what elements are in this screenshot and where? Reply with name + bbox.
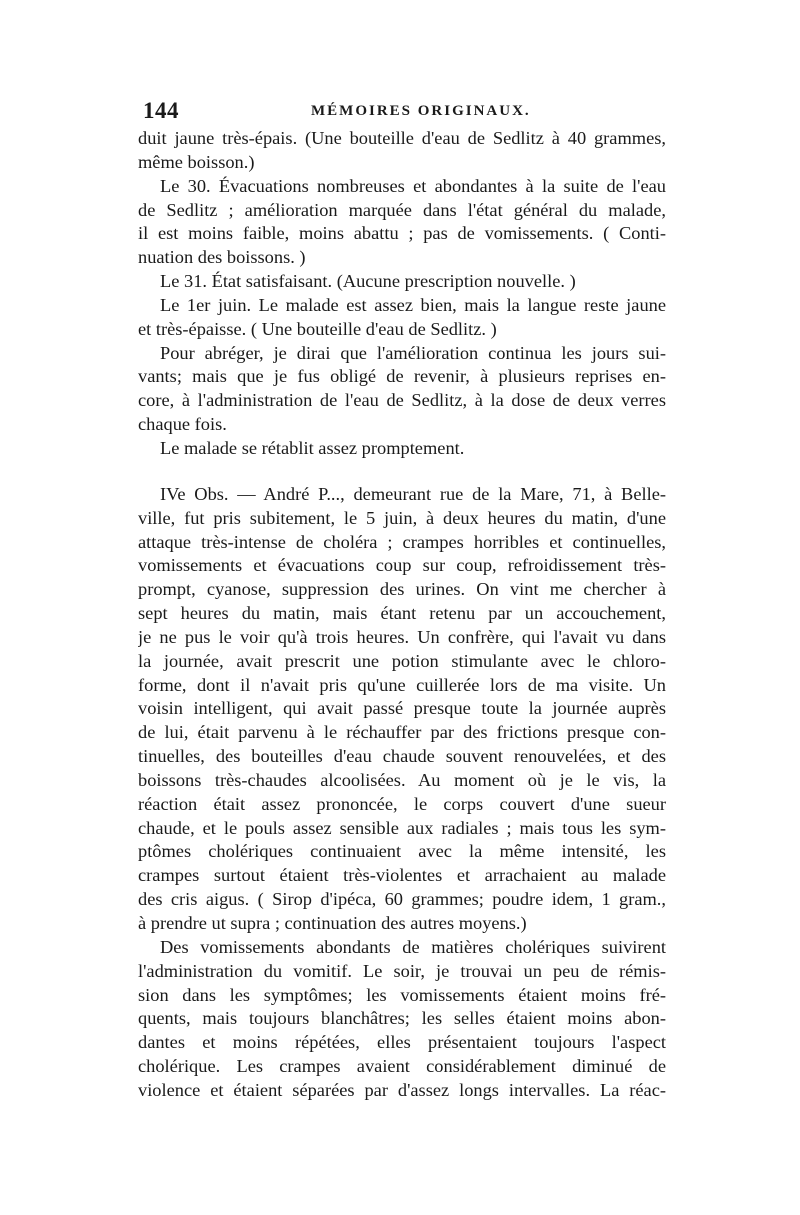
- text-line: Des vomissements abondants de matières cholériques suivirent: [160, 936, 666, 957]
- text-line: je ne pus le voir qu'à trois heures. Un confrère, qui l'avait vu dans: [138, 626, 666, 647]
- text-line: attaque très-intense de choléra ; crampes horribles et continuelles,: [138, 531, 666, 552]
- text-line: même boisson.): [138, 151, 255, 172]
- running-head: MÉMOIRES ORIGINAUX.: [311, 103, 531, 119]
- paragraph-pour-abreger: [138, 342, 666, 437]
- text-line: cholérique. Les crampes avaient considérablement diminué de: [138, 1056, 666, 1077]
- paragraph-observation-iv: [138, 483, 666, 936]
- text-line: ptômes cholériques continuaient avec la même intensité, les: [138, 841, 666, 862]
- text-line: IVe Obs. — André P..., demeurant rue de la Mare, 71, à Belle-: [160, 483, 666, 504]
- body-text: [138, 127, 666, 1103]
- text-line: réaction était assez prononcée, le corps couvert d'une sueur: [138, 793, 666, 814]
- text-line: voisin intelligent, qui avait passé presque toute la journée auprès: [138, 698, 666, 719]
- text-line: sion dans les symptômes; les vomissements étaient moins fré-: [138, 984, 666, 1005]
- text-line: Le 30. Évacuations nombreuses et abondantes à la suite de l'eau: [160, 175, 666, 196]
- text-line: tinuelles, des bouteilles d'eau chaude souvent renouvelées, et des: [138, 746, 666, 767]
- text-line: il est moins faible, moins abattu ; pas de vomissements. ( Conti-: [138, 223, 666, 244]
- text-line: de lui, était parvenu à le réchauffer par des frictions presque con-: [138, 722, 666, 743]
- page-number: 144: [143, 98, 179, 123]
- text-line: forme, dont il n'avait pris qu'une cuillerée lors de ma visite. Un: [138, 674, 666, 695]
- text-line: à prendre ut supra ; continuation des autres moyens.): [138, 913, 527, 933]
- text-line: Le 31. État satisfaisant. (Aucune prescription nouvelle. ): [160, 271, 576, 292]
- text-line: l'administration du vomitif. Le soir, je trouvai un peu de rémis-: [138, 960, 666, 981]
- text-line: nuation des boissons. ): [138, 247, 306, 268]
- text-line: crampes surtout étaient très-violentes et arrachaient au malade: [138, 865, 666, 886]
- text-line: Le malade se rétablit assez promptement.: [160, 437, 465, 458]
- section-gap: [138, 461, 666, 483]
- text-line: sept heures du matin, mais étant retenu par un accouchement,: [138, 603, 666, 624]
- text-line: et très-épaisse. ( Une bouteille d'eau de Sedlitz. ): [138, 318, 497, 339]
- text-line: quents, mais toujours blanchâtres; les selles étaient moins abon-: [138, 1008, 666, 1029]
- text-line: de Sedlitz ; amélioration marquée dans l'état général du malade,: [138, 199, 666, 220]
- paragraph-le-1er-juin: [138, 294, 666, 342]
- text-line: duit jaune très-épais. (Une bouteille d'eau de Sedlitz à 40 grammes,: [138, 128, 666, 148]
- text-line: prompt, cyanose, suppression des urines. On vint me chercher à: [138, 579, 666, 600]
- text-line: Pour abréger, je dirai que l'amélioration continua les jours sui-: [160, 342, 666, 363]
- paragraph-retablissement: [138, 437, 666, 461]
- text-line: Le 1er juin. Le malade est assez bien, mais la langue reste jaune: [160, 294, 666, 315]
- text-line: la journée, avait prescrit une potion stimulante avec le chloro-: [138, 650, 666, 671]
- text-line: core, à l'administration de l'eau de Sedlitz, à la dose de deux verres: [138, 390, 666, 411]
- page-header: [143, 98, 663, 128]
- text-line: dantes et moins répétées, elles présentaient toujours l'aspect: [138, 1032, 666, 1053]
- text-line: chaude, et le pouls assez sensible aux radiales ; mais tous les sym-: [138, 817, 666, 838]
- paragraph-vomissements: [138, 936, 666, 1103]
- paragraph-le-31: [138, 270, 666, 294]
- text-line: boissons très-chaudes alcoolisées. Au moment où je le vis, la: [138, 769, 666, 790]
- paragraph-continuation: [138, 127, 666, 175]
- text-line: ville, fut pris subitement, le 5 juin, à deux heures du matin, d'une: [138, 507, 666, 528]
- paragraph-le-30: [138, 175, 666, 270]
- text-line: vants; mais que je fus obligé de revenir, à plusieurs reprises en-: [138, 366, 666, 387]
- text-line: des cris aigus. ( Sirop d'ipéca, 60 grammes; poudre idem, 1 gram.,: [138, 889, 666, 910]
- text-line: vomissements et évacuations coup sur coup, refroidissement très-: [138, 555, 666, 576]
- text-line: violence et étaient séparées par d'assez longs intervalles. La réac-: [138, 1079, 666, 1100]
- text-line: chaque fois.: [138, 414, 227, 435]
